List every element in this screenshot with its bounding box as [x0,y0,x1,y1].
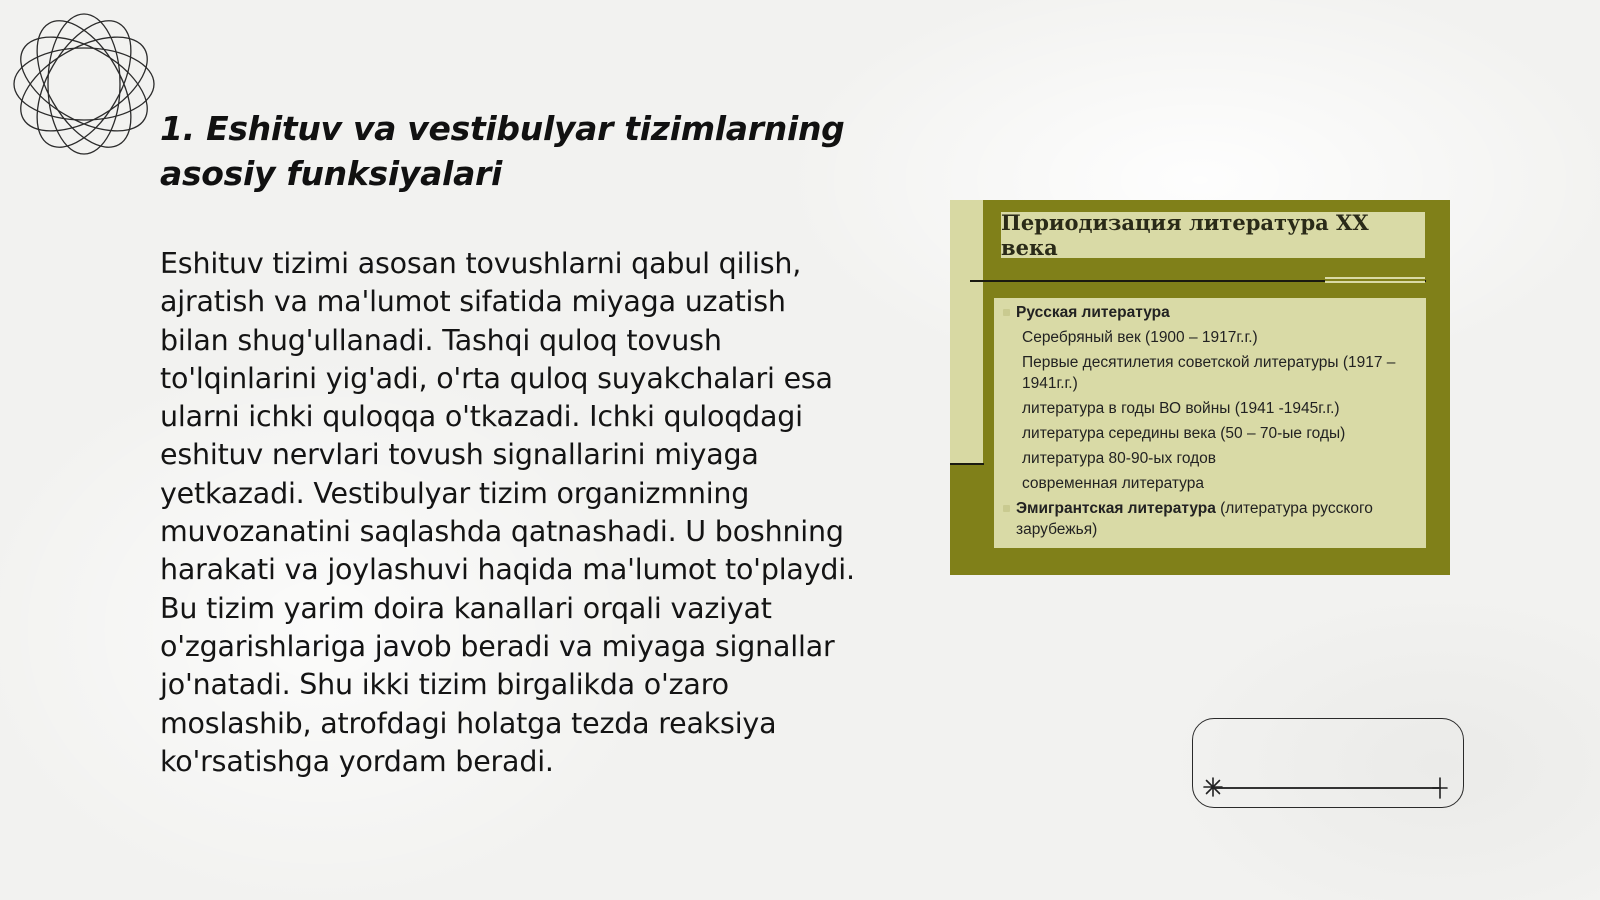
cross-icon [1429,777,1451,799]
embedded-slide-title-box [1001,212,1425,258]
slide-title: 1. Eshituv va vestibulyar tizimlarning asosiy funksiyalari [160,109,845,193]
decorative-line [1211,787,1441,789]
embedded-slide-left-strip [950,200,983,465]
rosette-ornament-icon [10,10,158,158]
list-item: Русская литература [1016,302,1420,323]
embedded-slide-image [950,200,1450,575]
embedded-slide-title: Периодизация литература XX века [1001,210,1369,260]
embedded-slide-divider-accent [1325,277,1425,285]
list-item: Первые десятилетия советской литературы (1917 – 1941г.г.) [1022,354,1396,392]
embedded-slide-strip-line [950,463,984,465]
slide-body-text: Eshituv tizimi asosan tovushlarni qabul qilish, ajratish va ma'lumot sifatida miyaga uzatish bilan shug'ullanadi. Tashqi quloq tovush to'lqinlarini yig'adi, o'rta quloq suyakchalari esa ularni ichki quloqqa o'tkazadi. Ichki quloqdagi eshituv nervlari tovush signallarini miyaga yetkazadi. Vestibulyar tizim organizmning muvozanatini saqlashda qatnashadi. U boshning harakati va joylashuvi haqida ma'lumot to'playdi. Bu tizim yarim doira kanallari orqali vaziyat o'zgarishlariga javob beradi va miyaga signallar jo'natadi. Shu ikki tizim birgalikda o'zaro moslashib, atrofdagi holatga tezda reaksiya ko'rsatishga yordam beradi. [160,247,855,778]
list-item: литература 80-90-ых годов [1022,450,1217,467]
list-item: Эмигрантская литература (литература русского зарубежья) [1016,498,1420,540]
embedded-slide-content [994,298,1426,548]
decorative-rounded-frame [1192,718,1464,808]
list-item: Серебряный век (1900 – 1917г.г.) [1022,329,1258,346]
list-item: литература середины века (50 – 70-ые годы) [1022,425,1346,442]
list-item: литература в годы ВО войны (1941 -1945г.г.) [1022,400,1340,417]
sparkle-icon [1201,775,1225,799]
list-item: современная литература [1022,475,1204,492]
